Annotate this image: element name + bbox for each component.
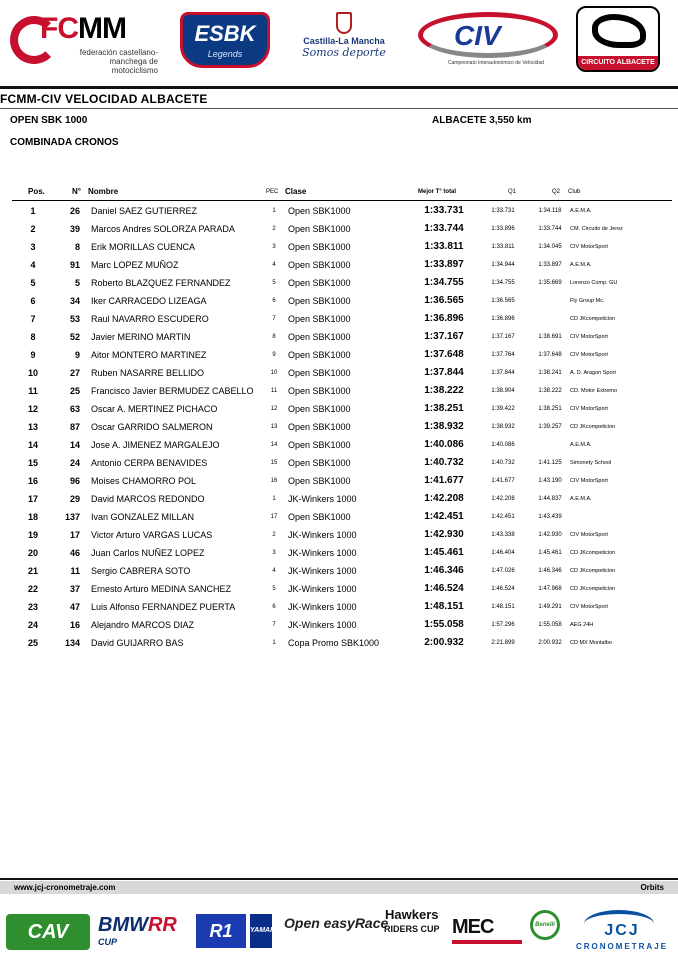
cell-rider-name: Ernesto Arturo MEDINA SANCHEZ [91, 584, 232, 594]
swirl-icon [584, 910, 654, 938]
cell-pec: 8 [272, 334, 276, 340]
cell-class: Open SBK1000 [288, 458, 351, 468]
cell-club: CIV MotorSport [570, 334, 608, 340]
cell-position: 18 [27, 512, 38, 522]
cell-position: 20 [27, 548, 38, 558]
table-row [0, 454, 678, 472]
cell-best-time: 1:42.451 [424, 511, 464, 522]
cell-rider-name: Alejandro MARCOS DIAZ [91, 620, 195, 630]
cell-rider-name: Francisco Javier BERMUDEZ CABELLO [91, 386, 254, 396]
cell-rider-name: David MARCOS REDONDO [91, 494, 205, 504]
cell-position: 16 [27, 476, 38, 486]
col-best: Mejor T° total [418, 189, 457, 195]
cell-class: JK-Winkers 1000 [288, 566, 357, 576]
cell-q1-time: 1:57.296 [491, 622, 515, 628]
cell-pec: 6 [272, 604, 276, 610]
cell-q1-time: 1:37.167 [491, 334, 515, 340]
table-row [0, 274, 678, 292]
cell-q1-time: 1:42.208 [491, 496, 515, 502]
cell-number: 16 [69, 620, 80, 630]
cell-number: 5 [74, 278, 80, 288]
cell-best-time: 1:33.731 [424, 205, 464, 216]
cell-position: 9 [30, 350, 36, 360]
cell-class: Open SBK1000 [288, 296, 351, 306]
cell-class: Open SBK1000 [288, 422, 351, 432]
cell-best-time: 2:00.932 [424, 637, 464, 648]
cell-q1-time: 2:21.899 [491, 640, 515, 646]
table-row [0, 580, 678, 598]
cell-q1-time: 1:37.764 [491, 352, 515, 358]
cell-pec: 1 [272, 208, 276, 214]
cell-q2-time: 1:38.251 [538, 406, 562, 412]
cell-number: 137 [64, 512, 80, 522]
cell-position: 17 [27, 494, 38, 504]
cell-club: A.E.M.A. [570, 208, 592, 214]
cell-number: 27 [69, 368, 80, 378]
cell-number: 53 [69, 314, 80, 324]
page-title: FCMM-CIV VELOCIDAD ALBACETE [0, 92, 208, 106]
cell-q1-time: 1:34.755 [491, 280, 515, 286]
col-pos: Pos. [28, 187, 45, 196]
cell-number: 26 [69, 206, 80, 216]
table-row [0, 202, 678, 220]
cell-class: Open SBK1000 [288, 278, 351, 288]
fcmm-logo-name: FCMM [40, 12, 126, 45]
cell-rider-name: Moises CHAMORRO POL [91, 476, 197, 486]
cell-best-time: 1:42.208 [424, 493, 464, 504]
jcj-cronometraje-logo: JCJ CRONOMETRAJE [570, 906, 674, 956]
cell-number: 39 [69, 224, 80, 234]
table-row [0, 400, 678, 418]
col-q2: Q2 [552, 189, 561, 195]
cell-best-time: 1:40.086 [424, 439, 464, 450]
cell-number: 29 [69, 494, 80, 504]
cell-best-time: 1:42.930 [424, 529, 464, 540]
cell-rider-name: Marcos Andres SOLORZA PARADA [91, 224, 235, 234]
cell-pec: 2 [272, 532, 276, 538]
cell-q2-time: 1:44.837 [538, 496, 562, 502]
cell-rider-name: Oscar GARRIDO SALMERON [91, 422, 213, 432]
cell-position: 3 [30, 242, 36, 252]
table-row [0, 382, 678, 400]
table-row [0, 418, 678, 436]
cell-rider-name: Aitor MONTERO MARTINEZ [91, 350, 207, 360]
table-row [0, 292, 678, 310]
cell-q1-time: 1:43.338 [491, 532, 515, 538]
cell-club: A. D. Aragon Sport [570, 370, 616, 376]
cell-position: 5 [30, 278, 36, 288]
col-club: Club [568, 189, 581, 195]
cell-club: Fly Group Mc. [570, 298, 605, 304]
yamaha-logo: YAMAHA [250, 914, 272, 948]
cell-rider-name: Jose A. JIMENEZ MARGALEJO [91, 440, 220, 450]
cell-class: Open SBK1000 [288, 386, 351, 396]
cell-best-time: 1:48.151 [424, 601, 464, 612]
cell-class: Open SBK1000 [288, 242, 351, 252]
cell-class: JK-Winkers 1000 [288, 548, 357, 558]
cell-rider-name: Erik MORILLAS CUENCA [91, 242, 196, 252]
cell-position: 14 [27, 440, 38, 450]
cell-club: CM. Circuito de Jerez [570, 226, 623, 232]
cell-club: CD MX Montalbo [570, 640, 612, 646]
fcmm-logo-subtitle: federación castellano-manchega de motociclismo [79, 48, 158, 75]
esbk-legends-logo: ESBK Legends [180, 12, 270, 68]
cell-pec: 6 [272, 298, 276, 304]
footer-divider [0, 878, 678, 880]
cell-best-time: 1:46.524 [424, 583, 464, 594]
cell-q2-time: 1:47.968 [538, 586, 562, 592]
cell-q1-time: 1:39.422 [491, 406, 515, 412]
cell-best-time: 1:55.058 [424, 619, 464, 630]
title-divider [0, 108, 678, 109]
cell-q2-time: 1:43.190 [538, 478, 562, 484]
cell-pec: 11 [270, 388, 278, 394]
cell-pec: 13 [270, 424, 278, 430]
table-header-rule [12, 200, 672, 201]
cell-pec: 4 [272, 568, 276, 574]
castilla-la-mancha-logo: Castilla-La Mancha Somos deporte [288, 12, 400, 72]
cell-position: 19 [27, 530, 38, 540]
cell-q2-time: 1:33.897 [538, 262, 562, 268]
cell-number: 46 [69, 548, 80, 558]
cell-q1-time: 1:34.944 [491, 262, 515, 268]
track-outline-icon [592, 14, 646, 48]
cell-class: JK-Winkers 1000 [288, 584, 357, 594]
header-divider [0, 86, 678, 89]
cell-club: A.E.M.A. [570, 262, 592, 268]
r1-cup-logo: R1 [196, 914, 246, 948]
cell-rider-name: Iker CARRACEDO LIZEAGA [91, 296, 207, 306]
table-row [0, 616, 678, 634]
cell-q2-time: 1:38.241 [538, 370, 562, 376]
cell-class: Open SBK1000 [288, 512, 351, 522]
cell-q1-time: 1:33.896 [491, 226, 515, 232]
cell-best-time: 1:41.677 [424, 475, 464, 486]
cell-pec: 5 [272, 586, 276, 592]
cell-position: 24 [27, 620, 38, 630]
cell-q1-time: 1:37.844 [491, 370, 515, 376]
cell-best-time: 1:36.896 [424, 313, 464, 324]
table-row [0, 490, 678, 508]
cell-position: 25 [27, 638, 38, 648]
cell-position: 2 [30, 224, 36, 234]
cell-pec: 12 [270, 406, 278, 412]
session-label: COMBINADA CRONOS [10, 137, 119, 148]
cell-best-time: 1:40.732 [424, 457, 464, 468]
cell-pec: 1 [272, 496, 276, 502]
col-num: N° [72, 187, 81, 196]
header-logos [0, 0, 678, 84]
cell-club: CIV MotorSport [570, 478, 608, 484]
footer-website: www.jcj-cronometraje.com [14, 883, 116, 892]
cell-q2-time: 1:38.691 [538, 334, 562, 340]
cell-club: CD JKcompeticion [570, 550, 616, 556]
cell-number: 34 [69, 296, 80, 306]
cell-position: 23 [27, 602, 38, 612]
cell-best-time: 1:38.251 [424, 403, 464, 414]
cell-pec: 1 [272, 640, 276, 646]
cell-rider-name: Antonio CERPA BENAVIDES [91, 458, 208, 468]
cell-position: 6 [30, 296, 36, 306]
table-row [0, 256, 678, 274]
cell-class: Copa Promo SBK1000 [288, 638, 380, 648]
cell-q2-time: 1:34.118 [538, 208, 562, 214]
cell-rider-name: Sergio CABRERA SOTO [91, 566, 191, 576]
cell-number: 14 [69, 440, 80, 450]
cell-pec: 4 [272, 262, 276, 268]
cell-club: A.E.M.A. [570, 442, 592, 448]
footer-bar [0, 881, 678, 894]
cell-best-time: 1:37.648 [424, 349, 464, 360]
cell-class: Open SBK1000 [288, 440, 351, 450]
table-row [0, 220, 678, 238]
cell-rider-name: Roberto BLAZQUEZ FERNANDEZ [91, 278, 231, 288]
cell-class: Open SBK1000 [288, 206, 351, 216]
cell-rider-name: Oscar A. MERTINEZ PICHACO [91, 404, 218, 414]
cell-pec: 10 [270, 370, 278, 376]
cell-position: 15 [27, 458, 38, 468]
cell-club: CD JKcompeticion [570, 586, 616, 592]
sponsor-logos [0, 898, 678, 960]
cell-q1-time: 1:41.677 [491, 478, 515, 484]
track-label: ALBACETE 3,550 km [432, 115, 532, 126]
cell-best-time: 1:33.744 [424, 223, 464, 234]
cell-club: CD JKcompeticion [570, 568, 616, 574]
cell-class: Open SBK1000 [288, 368, 351, 378]
mec-logo: MEC [452, 916, 522, 944]
cell-position: 7 [30, 314, 36, 324]
cell-pec: 3 [272, 244, 276, 250]
cell-class: Open SBK1000 [288, 260, 351, 270]
cell-q2-time: 1:42.930 [538, 532, 562, 538]
cell-position: 10 [27, 368, 38, 378]
cell-number: 17 [69, 530, 80, 540]
table-row [0, 472, 678, 490]
cell-pec: 7 [272, 316, 276, 322]
table-row [0, 526, 678, 544]
cell-pec: 17 [270, 514, 278, 520]
cell-position: 1 [30, 206, 36, 216]
table-row [0, 436, 678, 454]
cell-pec: 5 [272, 280, 276, 286]
cell-q2-time: 1:34.045 [538, 244, 562, 250]
table-row [0, 328, 678, 346]
cell-q1-time: 1:46.404 [491, 550, 515, 556]
col-class: Clase [285, 187, 307, 196]
cell-q2-time: 1:49.291 [538, 604, 562, 610]
cell-pec: 9 [272, 352, 276, 358]
cell-best-time: 1:45.461 [424, 547, 464, 558]
table-row [0, 544, 678, 562]
cell-best-time: 1:34.755 [424, 277, 464, 288]
civ-logo: CIV Campeonato Interautonómico de Velocidad [418, 12, 558, 66]
cell-q1-time: 1:42.451 [491, 514, 515, 520]
cell-number: 91 [69, 260, 80, 270]
cell-number: 8 [74, 242, 80, 252]
cell-number: 37 [69, 584, 80, 594]
cell-rider-name: Marc LOPEZ MUÑOZ [91, 260, 179, 270]
cell-best-time: 1:37.167 [424, 331, 464, 342]
table-row [0, 364, 678, 382]
cell-number: 96 [69, 476, 80, 486]
cav-logo: CAV [6, 914, 90, 950]
cell-q1-time: 1:33.811 [491, 244, 515, 250]
cell-number: 9 [74, 350, 80, 360]
category-label: OPEN SBK 1000 [10, 115, 88, 126]
cell-number: 47 [69, 602, 80, 612]
cell-position: 21 [27, 566, 38, 576]
table-row [0, 562, 678, 580]
cell-q1-time: 1:48.151 [491, 604, 515, 610]
cell-class: Open SBK1000 [288, 314, 351, 324]
results-table-header [0, 187, 678, 201]
cell-q2-time: 1:45.461 [538, 550, 562, 556]
cell-q2-time: 1:39.257 [538, 424, 562, 430]
fcmm-logo [10, 10, 160, 76]
cell-rider-name: Daniel SAEZ GUTIERREZ [91, 206, 198, 216]
cell-rider-name: Luis Alfonso FERNANDEZ PUERTA [91, 602, 236, 612]
cell-rider-name: Raul NAVARRO ESCUDERO [91, 314, 209, 324]
cell-q2-time: 2:00.932 [538, 640, 562, 646]
col-name: Nombre [88, 187, 119, 196]
cell-q1-time: 1:36.896 [491, 316, 515, 322]
cell-number: 134 [64, 638, 80, 648]
cell-q2-time: 1:37.648 [538, 352, 562, 358]
col-q1: Q1 [508, 189, 517, 195]
cell-best-time: 1:36.565 [424, 295, 464, 306]
cell-club: CIV MotorSport [570, 352, 608, 358]
cell-best-time: 1:33.811 [424, 241, 464, 252]
cell-class: Open SBK1000 [288, 476, 351, 486]
cell-pec: 2 [272, 226, 276, 232]
cell-position: 4 [30, 260, 36, 270]
shield-icon [336, 12, 352, 34]
table-row [0, 310, 678, 328]
cell-rider-name: Javier MERINO MARTIN [91, 332, 191, 342]
table-row [0, 598, 678, 616]
circuito-albacete-logo: CIRCUITO ALBACETE [576, 6, 660, 72]
cell-club: CIV MotorSport [570, 532, 608, 538]
cell-best-time: 1:33.897 [424, 259, 464, 270]
easyrace-logo: Open easyRace [284, 915, 389, 931]
cell-number: 52 [69, 332, 80, 342]
cell-rider-name: Juan Carlos NUÑEZ LOPEZ [91, 548, 205, 558]
cell-pec: 7 [272, 622, 276, 628]
cell-rider-name: Ivan GONZALEZ MILLAN [91, 512, 195, 522]
cell-club: CIV MotorSport [570, 244, 608, 250]
hawkers-riders-cup-logo: Hawkers RIDERS CUP [384, 907, 440, 934]
cell-class: JK-Winkers 1000 [288, 494, 357, 504]
cell-class: JK-Winkers 1000 [288, 602, 357, 612]
cell-q2-time: 1:55.058 [538, 622, 562, 628]
cell-class: JK-Winkers 1000 [288, 620, 357, 630]
table-row [0, 238, 678, 256]
cell-q1-time: 1:36.565 [491, 298, 515, 304]
cell-club: CIV MotorSport [570, 406, 608, 412]
cell-club: AEG 24H [570, 622, 594, 628]
benelli-logo: Benelli [530, 910, 560, 940]
cell-number: 87 [69, 422, 80, 432]
cell-club: CD JKcompeticion [570, 424, 616, 430]
cell-pec: 14 [270, 442, 278, 448]
cell-q2-time: 1:43.439 [538, 514, 562, 520]
cell-rider-name: Victor Arturo VARGAS LUCAS [91, 530, 213, 540]
cell-number: 63 [69, 404, 80, 414]
cell-class: Open SBK1000 [288, 350, 351, 360]
cell-position: 13 [27, 422, 38, 432]
cell-q2-time: 1:33.744 [538, 226, 562, 232]
cell-pec: 3 [272, 550, 276, 556]
cell-club: Simonety School [570, 460, 612, 466]
cell-q1-time: 1:40.086 [491, 442, 515, 448]
cell-q2-time: 1:46.346 [538, 568, 562, 574]
col-pec: PEC [266, 189, 279, 195]
cell-club: A.E.M.A. [570, 496, 592, 502]
cell-best-time: 1:37.844 [424, 367, 464, 378]
cell-q2-time: 1:35.669 [538, 280, 562, 286]
cell-q2-time: 1:41.125 [538, 460, 562, 466]
cell-best-time: 1:46.346 [424, 565, 464, 576]
cell-q1-time: 1:33.731 [491, 208, 515, 214]
cell-number: 24 [69, 458, 80, 468]
cell-club: CIV MotorSport [570, 604, 608, 610]
cell-q1-time: 1:38.932 [491, 424, 515, 430]
cell-number: 25 [69, 386, 80, 396]
bmw-cup-logo: BMWRR CUP [98, 914, 177, 947]
cell-class: Open SBK1000 [288, 404, 351, 414]
cell-number: 11 [70, 566, 80, 576]
cell-q1-time: 1:40.732 [491, 460, 515, 466]
table-row [0, 634, 678, 652]
cell-position: 12 [27, 404, 38, 414]
cell-q2-time: 1:38.222 [538, 388, 562, 394]
cell-q1-time: 1:38.904 [491, 388, 515, 394]
cell-class: JK-Winkers 1000 [288, 530, 357, 540]
cell-club: Lorenzo Comp. GU [570, 280, 618, 286]
table-row [0, 508, 678, 526]
cell-rider-name: David GUIJARRO BAS [91, 638, 184, 648]
cell-q1-time: 1:46.524 [491, 586, 515, 592]
cell-q1-time: 1:47.026 [491, 568, 515, 574]
cell-best-time: 1:38.222 [424, 385, 464, 396]
footer-brand: Orbits [640, 883, 664, 892]
cell-class: Open SBK1000 [288, 332, 351, 342]
cell-best-time: 1:38.932 [424, 421, 464, 432]
cell-club: CD JKcompeticion [570, 316, 616, 322]
table-row [0, 346, 678, 364]
cell-club: CD. Motor Extremo [570, 388, 618, 394]
cell-position: 11 [28, 386, 38, 396]
cell-position: 22 [27, 584, 38, 594]
cell-pec: 16 [270, 478, 278, 484]
cell-rider-name: Ruben NASARRE BELLIDO [91, 368, 205, 378]
cell-pec: 15 [270, 460, 278, 466]
cell-class: Open SBK1000 [288, 224, 351, 234]
cell-position: 8 [30, 332, 36, 342]
